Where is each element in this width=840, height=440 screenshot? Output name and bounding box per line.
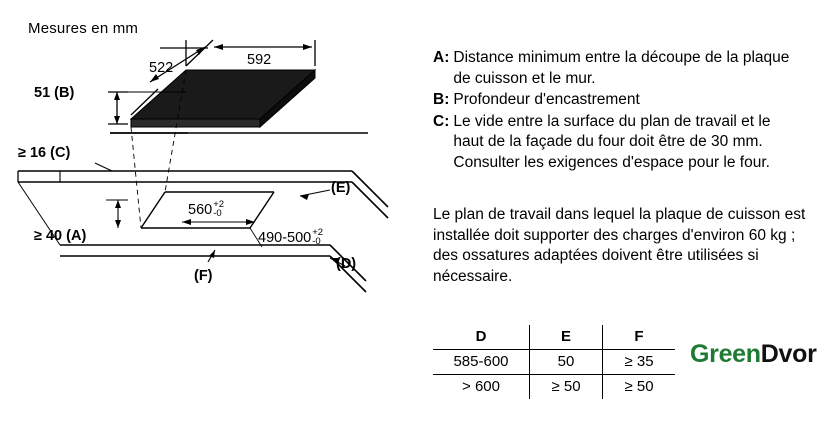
logo-text-dvor: Dvor — [760, 340, 817, 368]
legend-text-b: Profondeur d'encastrement — [453, 91, 640, 108]
legend-item-a — [433, 48, 793, 89]
dimension-label-560 — [188, 200, 224, 220]
legend-key-b: B: — [433, 91, 450, 108]
dimension-490-500-tolerance-minus: -0 — [312, 236, 321, 248]
legend-key-c: C: — [433, 112, 450, 130]
right-panel — [428, 0, 840, 440]
dimension-label-522: 522 — [149, 60, 174, 76]
greendvor-logo — [690, 340, 817, 369]
dimension-560-tolerance — [213, 200, 224, 220]
table-row — [433, 375, 675, 400]
legend-list — [433, 48, 793, 174]
table-header-d: D — [433, 325, 530, 350]
dimension-560-tolerance-minus: -0 — [213, 208, 222, 220]
dimension-label-40-a: ≥ 40 (A) — [34, 228, 87, 244]
callout-label-d: (D) — [336, 256, 357, 272]
dimension-490-500-tolerance-plus: +2 — [312, 226, 324, 238]
dimension-490-500-tolerance — [312, 228, 323, 248]
dimension-490-500-value: 490-500 — [258, 229, 312, 246]
table-cell-d-1: 585-600 — [433, 350, 530, 375]
installation-diagram — [0, 0, 415, 440]
table-cell-e-1: 50 — [530, 350, 603, 375]
callout-label-e: (E) — [331, 180, 351, 196]
logo-text-green: Green — [690, 340, 761, 368]
legend-key-a: A: — [433, 49, 450, 66]
table-header-row — [433, 325, 675, 350]
table-cell-f-2: ≥ 50 — [603, 375, 676, 400]
load-note: Le plan de travail dans lequel la plaque de cuisson est installée doit supporter des charges d'environ 60 kg ; des ossatures adaptées doivent être utilisées si nécessaire. — [433, 206, 806, 285]
dimension-560-value: 560 — [188, 201, 213, 218]
diagram-drawing — [0, 0, 415, 440]
table-header-e: E — [530, 325, 603, 350]
table-cell-e-2: ≥ 50 — [530, 375, 603, 400]
dimension-label-16-c: ≥ 16 (C) — [18, 145, 71, 161]
dimension-table — [433, 325, 675, 399]
dimension-label-592: 592 — [247, 52, 272, 68]
legend-item-c — [433, 112, 793, 174]
table-header-f: F — [603, 325, 676, 350]
diagram-title: Mesures en mm — [28, 20, 139, 37]
callout-label-f: (F) — [194, 268, 213, 284]
dimension-label-490-500 — [258, 228, 323, 248]
dimension-560-tolerance-plus: +2 — [213, 198, 225, 210]
dimension-label-51-b: 51 (B) — [34, 85, 75, 101]
table-cell-d-2: > 600 — [462, 378, 500, 395]
legend-item-b — [433, 90, 793, 111]
legend-text-a: Distance minimum entre la découpe de la plaque de cuisson et le mur. — [453, 49, 790, 87]
table-cell-f-1: ≥ 35 — [603, 350, 676, 375]
legend-text-c: Le vide entre la surface du plan de travail et le haut de la façade du four doit être de 30 mm. Consulter les exigences d'espace pour le four. — [453, 112, 771, 171]
dimension-table-wrapper — [433, 325, 675, 399]
table-row — [433, 350, 675, 375]
